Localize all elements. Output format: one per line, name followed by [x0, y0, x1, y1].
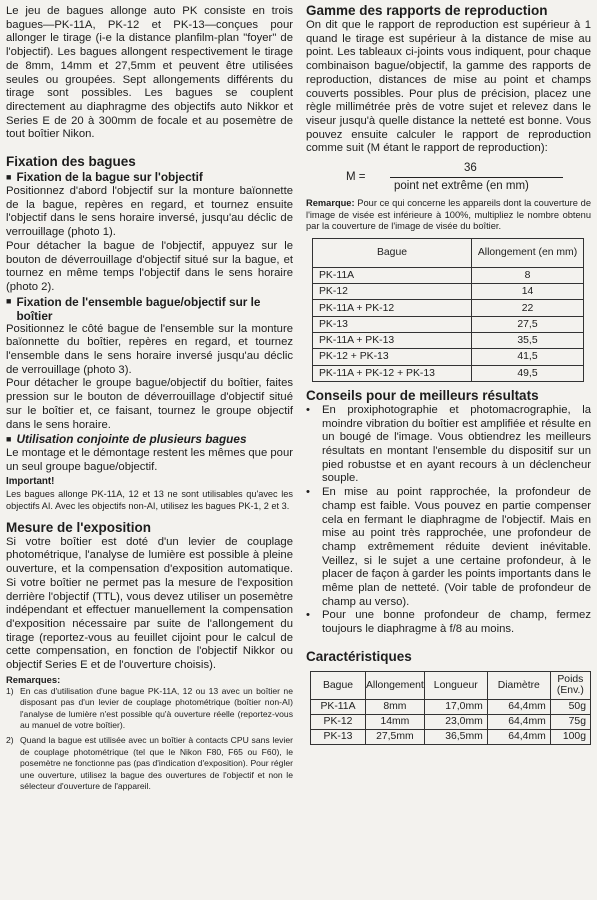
- table-cell: PK-11A + PK-12: [313, 300, 472, 316]
- fixation-bague-paragraph-1: Positionnez d'abord l'objectif sur la monture baïonnette de la bague, repères en regard, et tournez ensuite l'objectif dans le sens horaire inversé, jusqu'au déclic de verrouillage (photo 1).: [6, 185, 293, 239]
- conseil-3: [306, 609, 591, 636]
- table-row: [311, 699, 591, 714]
- conseil-2: [306, 486, 591, 609]
- utilisation-heading-text: Utilisation conjointe de plusieurs bagues: [16, 432, 247, 447]
- table-cell: 41,5: [472, 349, 584, 365]
- conseil-1-text: En proxiphotographie et photomacrographie, la moindre vibration du boîtier est amplifiée et résulte en un bougé de l'image. Vous obtiendrez les meilleurs résultats en montant l'ensemble du dispositif sur un pied robustse et en ayant recours à un déclencheur souple.: [322, 403, 591, 485]
- left-column: [6, 0, 293, 792]
- table-row: [313, 284, 584, 300]
- conseil-3-text: Pour une bonne profondeur de champ, fermez toujours le diaphragme à f/8 au moins.: [322, 609, 591, 636]
- caracteristiques-table: [310, 671, 591, 745]
- table-cell: 22: [472, 300, 584, 316]
- allongement-table: [312, 238, 584, 382]
- table-header: Bague: [311, 671, 366, 699]
- remarque-paragraph: [306, 198, 591, 233]
- conseils-heading: Conseils pour de meilleurs résultats: [306, 387, 539, 403]
- table-cell: 17,0mm: [424, 699, 487, 714]
- table-row: [311, 729, 591, 744]
- table-cell: 27,5: [472, 316, 584, 332]
- table-row: [313, 267, 584, 283]
- table-cell: PK-11A + PK-13: [313, 333, 472, 349]
- table-header-row: [311, 671, 591, 699]
- table-cell: 27,5mm: [366, 729, 425, 744]
- table-cell: 64,4mm: [487, 714, 550, 729]
- square-bullet-icon: ■: [6, 172, 12, 183]
- table-header: Diamètre: [487, 671, 550, 699]
- table-cell: 64,4mm: [487, 729, 550, 744]
- table-row: [313, 365, 584, 381]
- important-label: Important!: [6, 475, 55, 487]
- caracteristiques-heading: Caractéristiques: [306, 648, 412, 664]
- fixation-heading: Fixation des bagues: [6, 154, 136, 170]
- table-cell: 100g: [550, 729, 590, 744]
- table-cell: 49,5: [472, 365, 584, 381]
- table-cell: PK-12: [311, 714, 366, 729]
- remarque-text: Pour ce qui concerne les appareils dont la couverture de l'image de visée est inférieure à 100%, multipliez le nombre obtenu par la couverture de l'image de visée du boîtier.: [306, 198, 591, 232]
- bullet-icon: •: [306, 403, 310, 416]
- table-row: [313, 333, 584, 349]
- table-cell: PK-13: [311, 729, 366, 744]
- important-text: Les bagues allonge PK-11A, 12 et 13 ne sont utilisables qu'avec les objectifs AI. Avec les objectifs non-AI, utilisez les bagues PK-1, 2 et 3.: [6, 488, 293, 511]
- formula-lhs: M =: [346, 171, 366, 184]
- bullet-icon: •: [306, 609, 310, 622]
- remarque-2-text: Quand la bague est utilisée avec un boîtier à contacts CPU sans levier de couplage photométrique (tel que le Nikon F80, F65 ou F60), le posemètre ne fonctionne pas (pas d'indication d'exposition). Pour régler une ouverture, utilisez la bague des ouvertures de l'objectif et non le sélecteur d'ouverture de l'appareil.: [20, 735, 293, 791]
- table-row: [313, 300, 584, 316]
- table-cell: 14: [472, 284, 584, 300]
- gamme-paragraph: On dit que le rapport de reproduction est supérieur à 1 quand le tirage est supérieur à la distance de mise au point. Les tableaux ci-joints vous indiquent, pour chaque combinaison bague/objectif, la gamme des rapports de reproduction, distances de mise au point et champs couverts possibles. Pour plus de précision, placez une règle millimétrée près de votre sujet et relevez dans le viseur jusqu'à quelle distance la netteté est bonne. Vous pouvez ensuite calculer le rapport de reproduction comme suit (M étant le rapport de reproduction):: [306, 19, 591, 155]
- utilisation-heading: [6, 432, 293, 447]
- table-cell: 14mm: [366, 714, 425, 729]
- fixation-bague-paragraph-2: Pour détacher la bague de l'objectif, appuyez sur le bouton de déverrouillage d'objectif situé sur la bague, et tournez en même temps l'objectif dans le sens horaire (photo 2).: [6, 239, 293, 293]
- table-header: Longueur: [424, 671, 487, 699]
- table-header-row: [313, 238, 584, 267]
- formula-denominator: point net extrême (en mm): [394, 180, 529, 193]
- remarque-label: Remarque:: [306, 198, 355, 209]
- right-column: [306, 0, 591, 745]
- table-cell: 8mm: [366, 699, 425, 714]
- table-cell: 64,4mm: [487, 699, 550, 714]
- remarque-1: [6, 686, 293, 732]
- table-header: Bague: [313, 238, 472, 267]
- fixation-bague-heading: [6, 170, 293, 185]
- fixation-bague-heading-text: Fixation de la bague sur l'objectif: [16, 170, 203, 185]
- table-cell: 35,5: [472, 333, 584, 349]
- reproduction-formula: [306, 162, 591, 196]
- formula-numerator: 36: [464, 162, 477, 175]
- table-cell: 50g: [550, 699, 590, 714]
- remarque-1-text: En cas d'utilisation d'une bague PK-11A, 12 ou 13 avec un boîtier ne disposant pas d'un levier de couplage photométrique (boîtier non-AI) l'analyse de lumière n'est possible qu'à ouverture réelle (reportez-vous au manuel de votre boîtier).: [20, 685, 293, 730]
- gamme-heading: Gamme des rapports de reproduction: [306, 3, 548, 18]
- table-cell: 8: [472, 267, 584, 283]
- table-cell: PK-12 + PK-13: [313, 349, 472, 365]
- conseil-2-text: En mise au point rapprochée, la profondeur de champ est faible. Vous pouvez en partie compenser cela en fermant le diaphragme de l'objectif. Mais en mise au point très rapprochée, une profondeur de champ extrêmement réduite devient inévitable. Veillez, si le sujet a une certaine profondeur, à le placer de façon à garder les points importants dans le même plan de netteté. (Voir table de profondeur de champ au verso).: [322, 486, 591, 608]
- mesure-heading: Mesure de l'exposition: [6, 519, 151, 535]
- table-cell: PK-12: [313, 284, 472, 300]
- fixation-ensemble-paragraph-2: Pour détacher le groupe bague/objectif du boîtier, faites pression sur le bouton de déverrouillage d'objectif situé sur le boîtier et, ce faisant, tournez le groupe objectif dans le sens horaire.: [6, 377, 293, 431]
- mesure-paragraph: Si votre boîtier est doté d'un levier de couplage photométrique, l'analyse de lumière est possible à pleine ouverture, et la compensation d'exposition automatique. Si votre boîtier ne permet pas la mesure de l'exposition derrière l'objectif (TTL), vous devez utiliser un posemètre indépendant et effectuer manuellement la compensation d'exposition nécessaire par suite de l'allongement du tirage (reportez-vous au feuillet cijoint pour le calcul de cette compensation, en fonction de l'objectif Nikkor ou objectif Series E et de l'ouverture choisis).: [6, 535, 293, 672]
- table-header: Poids (Env.): [550, 671, 590, 699]
- table-row: [313, 316, 584, 332]
- table-cell: PK-11A: [311, 699, 366, 714]
- table-header: Allongement: [366, 671, 425, 699]
- square-bullet-icon: ■: [6, 434, 12, 445]
- bullet-icon: •: [306, 486, 310, 499]
- remarque-2: [6, 735, 293, 792]
- table-row: [311, 714, 591, 729]
- fraction-bar: [390, 177, 563, 178]
- square-bullet-icon: ■: [6, 295, 12, 306]
- table-cell: PK-13: [313, 316, 472, 332]
- remarque-2-number: 2): [6, 735, 14, 746]
- fixation-ensemble-heading-text: Fixation de l'ensemble bague/objectif sur le boîtier: [16, 294, 261, 323]
- remarque-1-number: 1): [6, 685, 14, 696]
- table-cell: PK-11A + PK-12 + PK-13: [313, 365, 472, 381]
- remarques-label: Remarques:: [6, 673, 61, 685]
- table-cell: 36,5mm: [424, 729, 487, 744]
- fixation-ensemble-paragraph-1: Positionnez le côté bague de l'ensemble sur la monture baïonnette du boîtier, repères en regard, et tournez l'ensemble dans le sens horaire inversé jusqu'au déclic de verrouillage (photo 3).: [6, 322, 293, 376]
- table-header: Allongement (en mm): [472, 238, 584, 267]
- intro-paragraph: Le jeu de bagues allonge auto PK consiste en trois bagues—PK-11A, PK-12 et PK-13—conçues pour allonger le tirage (i-e la distance planfilm-plan "foyer" de l'objectif). Les bagues allongent respectivement le tirage de 8mm, 14mm et 27,5mm et peuvent être utilisées seules ou groupées. Sept allongements différents du tirage sont possibles. Les bagues se couplent directement au diaphragme des objectifs auto Nikkor et Series E de 20 à 300mm de focale et au posemètre de tout boîtier Nikon.: [6, 5, 293, 141]
- table-row: [313, 349, 584, 365]
- table-cell: 23,0mm: [424, 714, 487, 729]
- utilisation-paragraph: Le montage et le démontage restent les mêmes que pour un seul groupe bague/objectif.: [6, 447, 293, 473]
- conseil-1: [306, 404, 591, 486]
- table-cell: PK-11A: [313, 267, 472, 283]
- table-cell: 75g: [550, 714, 590, 729]
- fixation-ensemble-heading: [6, 295, 293, 323]
